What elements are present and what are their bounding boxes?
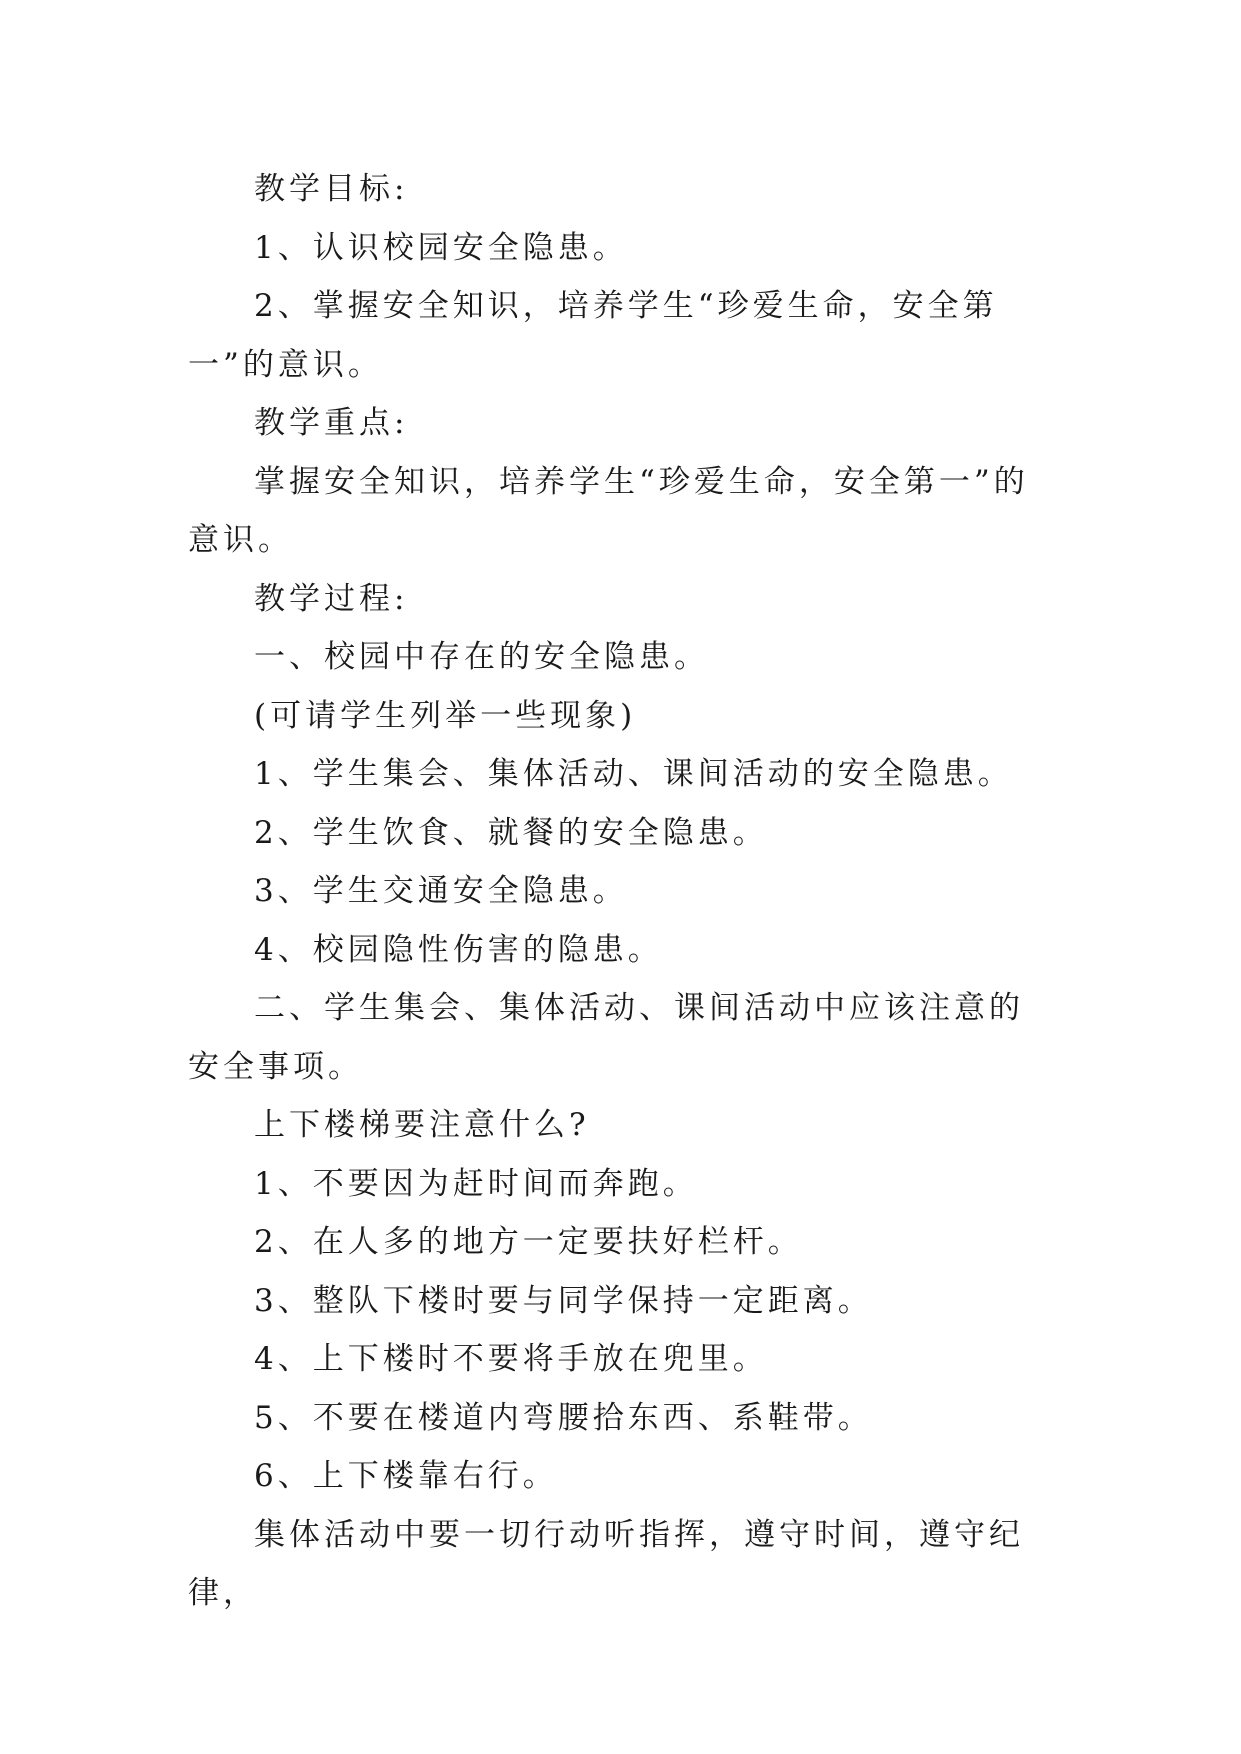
section-heading-key-points: 教学重点: [254,405,409,441]
process-section-title: 一、校园中存在的安全隐患。 [254,639,709,675]
hazard-item: 3、学生交通安全隐患。 [254,873,628,909]
section-heading-objectives: 教学目标: [254,171,409,207]
section-heading-process: 教学过程: [254,580,409,617]
stairs-rule-item: 4、上下楼时不要将手放在兜里。 [254,1341,768,1377]
process-section-title: 二、学生集会、集体活动、课间活动中应该注意的安全事项。 [188,990,1024,1085]
stairs-rule-item: 1、不要因为赶时间而奔跑。 [254,1165,698,1202]
document-body [188,160,1048,1623]
hazard-item: 2、学生饮食、就餐的安全隐患。 [254,814,768,851]
process-note: (可请学生列举一些现象) [254,697,637,734]
hazard-item: 4、校园隐性伤害的隐患。 [254,931,663,968]
hazard-item: 1、学生集会、集体活动、课间活动的安全隐患。 [254,756,1013,792]
stairs-rule-item: 6、上下楼靠右行。 [254,1458,558,1494]
stairs-question: 上下楼梯要注意什么? [254,1107,590,1143]
stairs-rule-item: 5、不要在楼道内弯腰拾东西、系鞋带。 [254,1399,873,1436]
objective-item: 1、认识校园安全隐患。 [254,229,628,266]
stairs-rule-item: 3、整队下楼时要与同学保持一定距离。 [254,1282,873,1319]
group-activity-text: 集体活动中要一切行动听指挥，遵守时间，遵守纪律， [188,1516,1024,1611]
key-point-text: 掌握安全知识，培养学生“珍爱生命，安全第一”的意识。 [188,463,1029,558]
stairs-rule-item: 2、在人多的地方一定要扶好栏杆。 [254,1224,803,1260]
objective-item: 2、掌握安全知识，培养学生“珍爱生命，安全第一”的意识。 [188,288,998,383]
